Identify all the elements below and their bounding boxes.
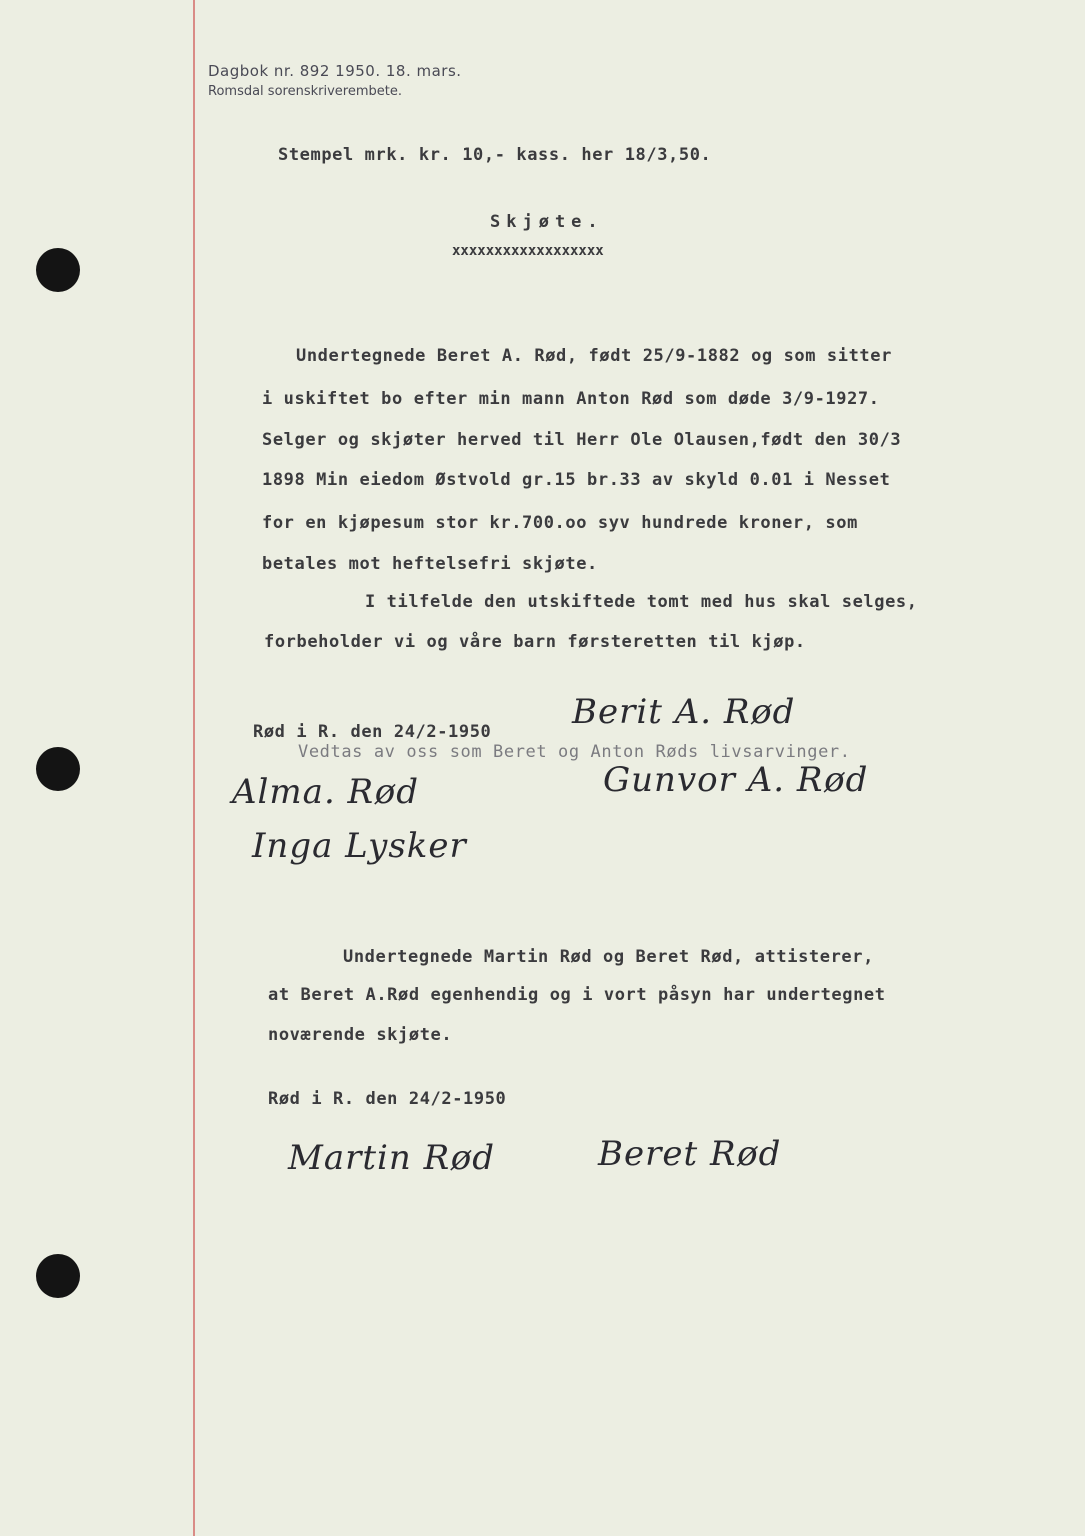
- punch-hole-bottom: [36, 1254, 80, 1298]
- attest-line-1: Undertegnede Martin Rød og Beret Rød, attisterer,: [343, 947, 874, 967]
- body-line-8: forbeholder vi og våre barn førsteretten til kjøp.: [264, 632, 806, 652]
- signature-heir-1: Gunvor A. Rød: [603, 760, 869, 800]
- body-line-4: 1898 Min eiedom Østvold gr.15 br.33 av skyld 0.01 i Nesset: [262, 470, 891, 490]
- registry-stamp-line-1: Dagbok nr. 892 1950. 18. mars.: [208, 62, 462, 80]
- approval-line: Vedtas av oss som Beret og Anton Røds livsarvinger.: [298, 742, 851, 762]
- body-line-2: i uskiftet bo efter min mann Anton Rød som døde 3/9-1927.: [262, 389, 880, 409]
- signature-witness-1: Martin Rød: [288, 1138, 496, 1178]
- title-underline: xxxxxxxxxxxxxxxxxx: [452, 243, 604, 259]
- signature-heir-2: Alma. Rød: [232, 772, 420, 812]
- margin-rule: [193, 0, 195, 1536]
- body-line-3: Selger og skjøter herved til Herr Ole Olausen,født den 30/3: [262, 430, 902, 450]
- punch-hole-top: [36, 248, 80, 292]
- signature-main: Berit A. Rød: [572, 692, 796, 732]
- registry-stamp-line-2: Romsdal sorenskriverembete.: [208, 84, 402, 99]
- place-date-1: Rød i R. den 24/2-1950: [253, 722, 492, 742]
- place-date-2: Rød i R. den 24/2-1950: [268, 1089, 507, 1109]
- signature-heir-3: Inga Lysker: [252, 826, 467, 866]
- punch-hole-middle: [36, 747, 80, 791]
- attest-line-2: at Beret A.Rød egenhendig og i vort påsyn har undertegnet: [268, 985, 886, 1005]
- stamp-fee-line: Stempel mrk. kr. 10,- kass. her 18/3,50.: [278, 145, 712, 165]
- body-line-6: betales mot heftelsefri skjøte.: [262, 554, 598, 574]
- document-title: Skjøte.: [490, 212, 604, 232]
- body-line-1: Undertegnede Beret A. Rød, født 25/9-1882 og som sitter: [296, 346, 892, 366]
- body-line-7: I tilfelde den utskiftede tomt med hus skal selges,: [365, 592, 918, 612]
- signature-witness-2: Beret Rød: [598, 1134, 782, 1174]
- attest-line-3: noværende skjøte.: [268, 1025, 453, 1045]
- body-line-5: for en kjøpesum stor kr.700.oo syv hundrede kroner, som: [262, 513, 858, 533]
